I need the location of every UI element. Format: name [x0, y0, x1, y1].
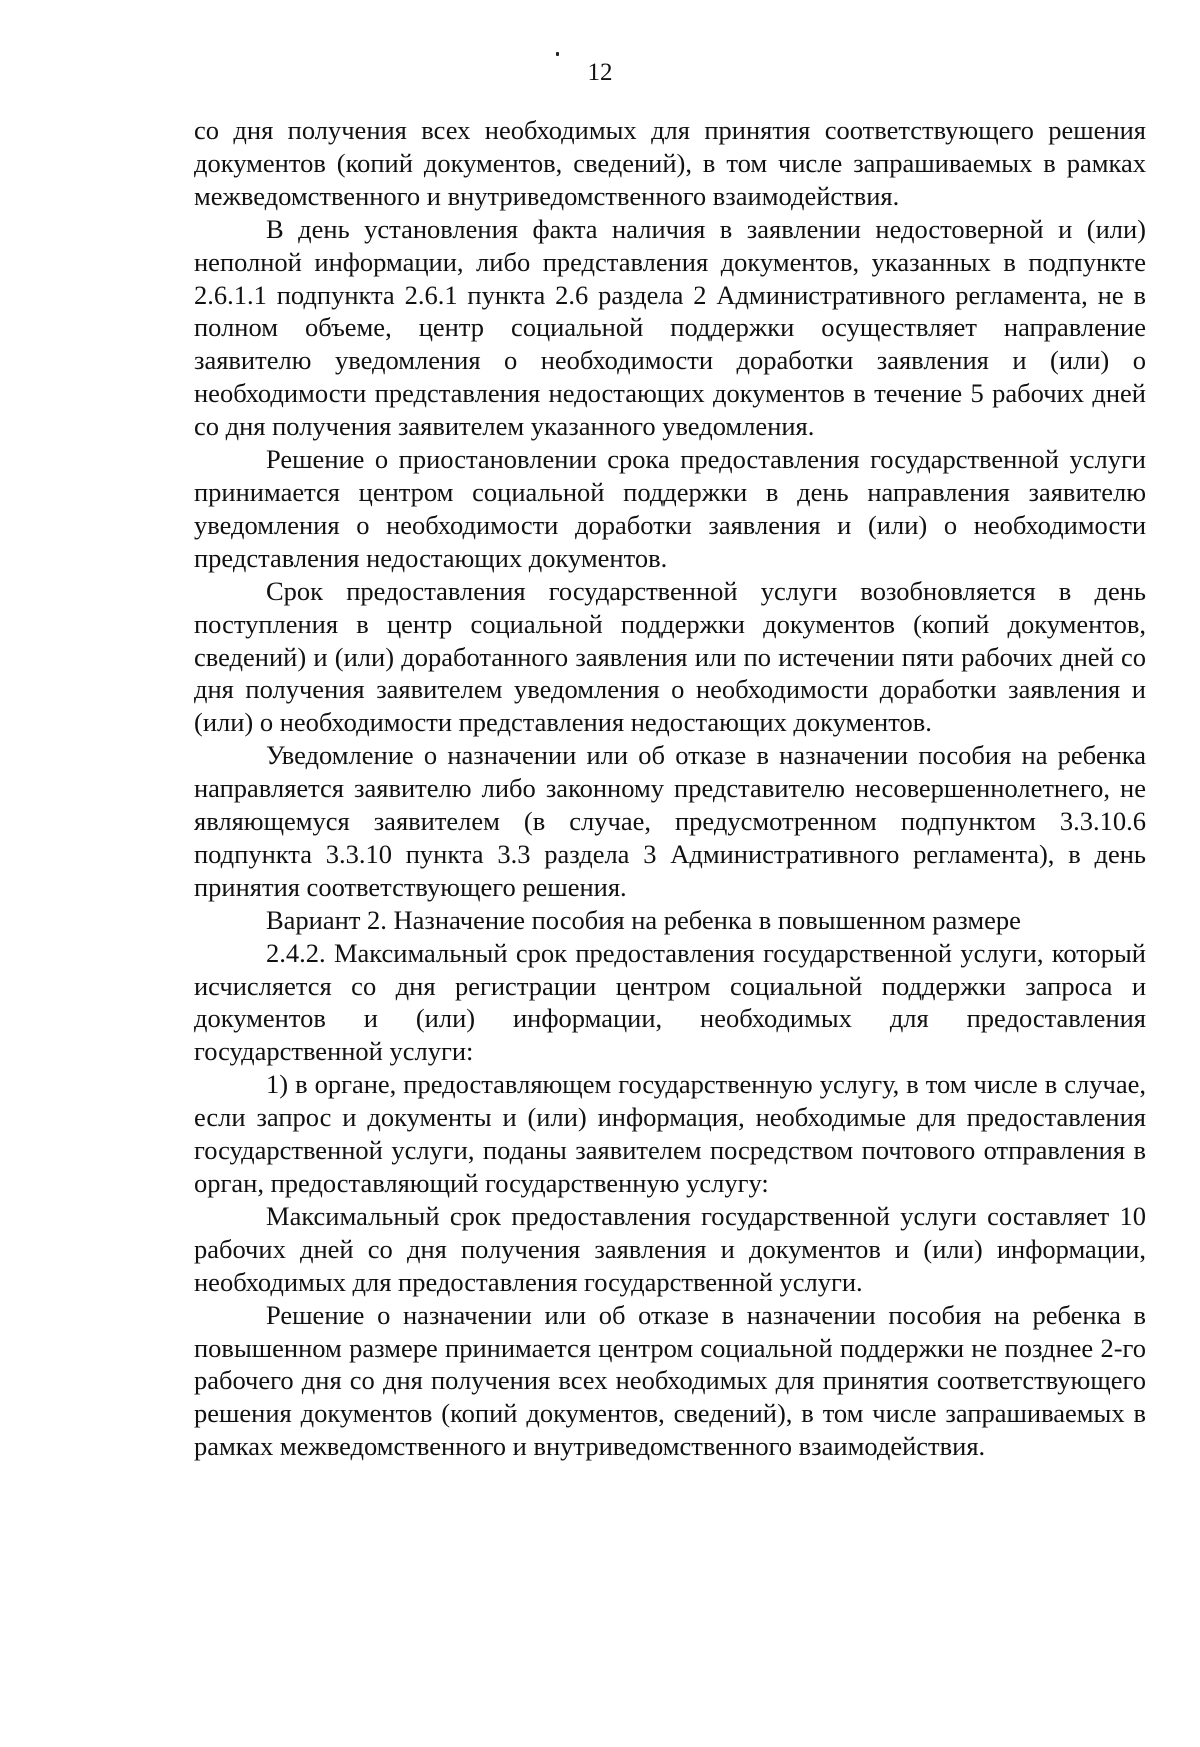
scan-dot-mark: [556, 52, 559, 56]
document-body: [194, 114, 1146, 1463]
paragraph-maximum-term: Максимальный срок предоставления государственной услуги составляет 10 рабочих дней со дня получения заявления и документов и (или) информации, необходимых для предоставления государственной услуги.: [194, 1200, 1146, 1297]
paragraph-section-2-4-2: 2.4.2. Максимальный срок предоставления государственной услуги, который исчисляется со дня регистрации центром социальной поддержки запроса и документов и (или) информации, необходимых для предоставления государственной услуги:: [194, 937, 1146, 1067]
paragraph-incomplete-information: В день установления факта наличия в заявлении недостоверной и (или) неполной информации, либо представления документов, указанных в подпункте 2.6.1.1 подпункта 2.6.1 пункта 2.6 раздела 2 Административного регламента, не в полном объеме, центр социальной поддержки осуществляет направление заявителю уведомления о необходимости доработки заявления и (или) о необходимости представления недостающих документов в течение 5 рабочих дней со дня получения заявителем указанного уведомления.: [194, 213, 1146, 442]
page-number: 12: [587, 59, 613, 86]
paragraph-item-1: 1) в органе, предоставляющем государственную услугу, в том числе в случае, если запрос и документы и (или) информация, необходимые для предоставления государственной услуги, поданы заявителем посредством почтового отправления в орган, предоставляющий государственную услугу:: [194, 1069, 1146, 1198]
paragraph-increased-allowance-decision: Решение о назначении или об отказе в назначении пособия на ребенка в повышенном размере принимается центром социальной поддержки не позднее 2-го рабочего дня со дня получения всех необходимых для принятия соответствующего решения документов (копий документов, сведений), в том числе запрашиваемых в рамках межведомственного и внутриведомственного взаимодействия.: [194, 1299, 1146, 1462]
paragraph-suspension-decision: Решение о приостановлении срока предоставления государственной услуги принимается центром социальной поддержки в день направления заявителю уведомления о необходимости доработки заявления и (или) о необходимости представления недостающих документов.: [194, 444, 1146, 573]
paragraph-notification: Уведомление о назначении или об отказе в назначении пособия на ребенка направляется заявителю либо законному представителю несовершеннолетнего, не являющемуся заявителем (в случае, предусмотренном подпунктом 3.3.10.6 подпункта 3.3.10 пункта 3.3 раздела 3 Административного регламента), в день принятия соответствующего решения.: [194, 740, 1146, 902]
paragraph-variant-2-heading: Вариант 2. Назначение пособия на ребенка в повышенном размере: [266, 904, 1021, 935]
paragraph-continuation: со дня получения всех необходимых для принятия соответствующего решения документов (копий документов, сведений), в том числе запрашиваемых в рамках межведомственного и внутриведомственного взаимодействия.: [194, 115, 1146, 211]
paragraph-term-resumption: Срок предоставления государственной услуги возобновляется в день поступления в центр социальной поддержки документов (копий документов, сведений) и (или) доработанного заявления или по истечении пяти рабочих дней со дня получения заявителем уведомления о необходимости доработки заявления и (или) о необходимости представления недостающих документов.: [194, 575, 1146, 738]
